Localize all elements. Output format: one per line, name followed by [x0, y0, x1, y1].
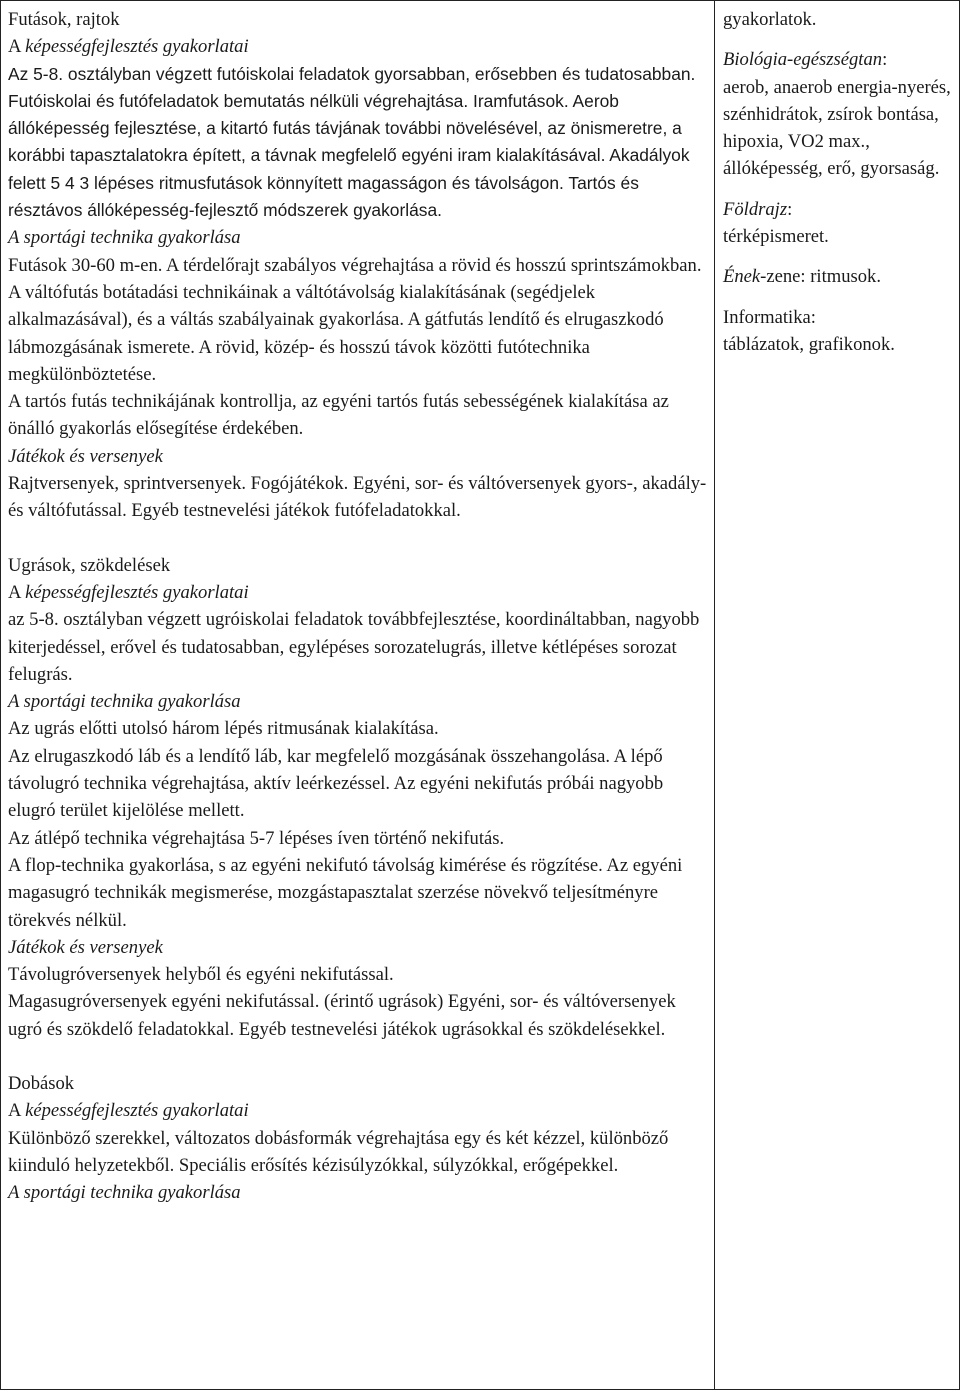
running-section — [8, 6, 708, 525]
jumping-technique-text-3: Az átlépő technika végrehajtása 5-7 lépéses íven történő nekifutás. — [8, 827, 505, 849]
biology-link: Biológia-egészségtan: — [723, 49, 888, 71]
running-heading: Futások, rajtok — [8, 9, 120, 30]
throwing-section — [8, 1070, 708, 1206]
throwing-technique-label: A sportági technika gyakorlása — [8, 1182, 241, 1204]
jumping-technique-label: A sportági technika gyakorlása — [8, 691, 241, 713]
biology-text: aerob, anaerob energia-nyerés, szénhidrátok, zsírok bontása, hipoxia, VO2 max., állóképesség, erő, gyorsaság. — [723, 76, 951, 180]
jumping-technique-text-2: Az elrugaszkodó láb és a lendítő láb, kar megfelelő mozgásának összehangolása. A lépő távolugró technika végrehajtása, aktív leérkezéssel. Az egyéni nekifutás próbái nagyobb elugró terület kijelölése mellett. — [8, 745, 664, 822]
running-technique-label: A sportági technika gyakorlása — [8, 227, 241, 249]
jumping-games-label: Játékok és versenyek — [8, 936, 163, 958]
jumping-section — [8, 552, 708, 1043]
links-spacer — [723, 183, 957, 196]
throwing-dev-text: Különböző szerekkel, változatos dobásformák végrehajtása egy és két kézzel, különböző kiinduló helyzetekből. Speciális erősítés kézisúlyzókkal, súlyzókkal, erőgépekkel. — [8, 1127, 669, 1176]
music-link: Ének-zene: ritmusok. — [723, 266, 881, 288]
running-dev-text: Az 5-8. osztályban végzett futóiskolai feladatok gyorsabban, erősebben és tudatosabban. Futóiskolai és futófeladatok bemutatás nélküli végrehajtása. Iramfutások. Aerob állóképesség fejlesztése, a kitartó futás távjának további növelésével, az önismeretre, a korábbi tapasztalatokra épített, a távnak megfelelő egyéni iram kialakításával. Akadályok felett 5 4 3 lépéses ritmusfutások könnyített magasságon és távolságon. Tartós és résztávos állóképesség-fejlesztő módszerek gyakorlása. — [8, 63, 696, 221]
links-spacer — [723, 291, 957, 304]
it-text: táblázatok, grafikonok. — [723, 333, 895, 355]
running-technique-text: Futások 30-60 m-en. A térdelőrajt szabályos végrehajtása a rövid és hosszú sprintszámokban. A váltófutás botátadási technikáinak a váltótávolság kialakításának (segédjelek alkalmazásával), és a váltás szabályainak gyakorlása. A gátfutás lendítő és elrugaszkodó lábmozgásának ismerete. A rövid, közép- és hosszú távok közötti futótechnika megkülönböztetése. — [8, 254, 702, 385]
running-games-label: Játékok és versenyek — [8, 445, 163, 467]
running-technique-text-2: A tartós futás technikájának kontrollja, az egyéni tartós futás sebességének kialakítása az önálló gyakorlás elősegítése érdekében. — [8, 391, 669, 440]
column-divider — [714, 1, 715, 1389]
main-column — [8, 6, 708, 1206]
running-games-text: Rajtversenyek, sprintversenyek. Fogójátékok. Egyéni, sor- és váltóversenyek gyors-, akadály- és váltófutással. Egyéb testnevelési játékok futófeladatokkal. — [8, 473, 707, 522]
links-column — [723, 6, 957, 358]
jumping-dev-text: az 5-8. osztályban végzett ugróiskolai feladatok továbbfejlesztése, koordináltabban, nagyobb kiterjedéssel, erővel és tudatosabban, egylépéses sorozatelugrás, illetve kétlépéses sorozat felugrás. — [8, 609, 700, 685]
jumping-technique-text-1: Az ugrás előtti utolsó három lépés ritmusának kialakítása. — [8, 718, 439, 740]
jumping-games-text-1: Távolugróversenyek helyből és egyéni nekifutással. — [8, 964, 394, 986]
section-spacer — [8, 1043, 708, 1070]
jumping-heading: Ugrások, szökdelések — [8, 554, 171, 576]
geography-link: Földrajz: — [723, 198, 793, 220]
links-spacer — [723, 33, 957, 46]
running-dev-label: A képességfejlesztés gyakorlatai — [8, 36, 249, 58]
links-top-text: gyakorlatok. — [723, 9, 817, 30]
jumping-games-text-2: Magasugróversenyek egyéni nekifutással. (érintő ugrások) Egyéni, sor- és váltóversenyek ugró és szökdelő feladatokkal. Egyéb testnevelési játékok ugrásokkal és szökdelésekkel. — [8, 991, 676, 1040]
section-spacer — [8, 525, 708, 552]
throwing-dev-label: A képességfejlesztés gyakorlatai — [8, 1100, 249, 1122]
geography-text: térképismeret. — [723, 226, 829, 248]
it-link: Informatika: — [723, 306, 816, 328]
links-spacer — [723, 250, 957, 263]
throwing-heading: Dobások — [8, 1072, 75, 1094]
jumping-dev-label: A képességfejlesztés gyakorlatai — [8, 581, 249, 603]
jumping-technique-text-4: A flop-technika gyakorlása, s az egyéni nekifutó távolság kimérése és rögzítése. Az egyéni magasugró technikák megismerése, mozgástapasztalat szerzése növekvő teljesítményre törekvés nélkül. — [8, 854, 683, 931]
